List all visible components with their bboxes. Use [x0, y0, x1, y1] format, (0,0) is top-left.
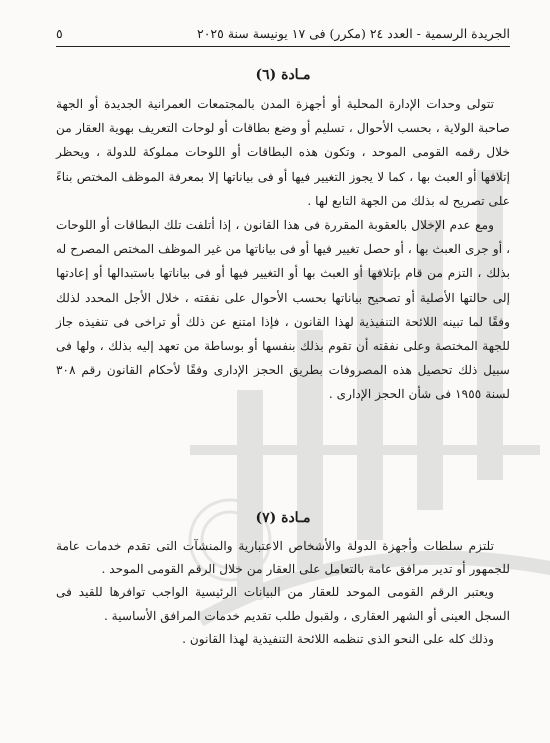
article-7-paragraph-1: تلتزم سلطات وأجهزة الدولة والأشخاص الاعتبارية والمنشآت التى تقدم خدمات عامة للجمهور أو تدير مرافق عامة بالتعامل على العقار من خلال الرقم القومى الموحد .: [56, 539, 510, 577]
header-title: الجريدة الرسمية - العدد ٢٤ (مكرر) فى ١٧ يونيسة سنة ٢٠٢٥: [196, 25, 510, 41]
article-7-paragraph-3: وذلك كله على النحو الذى تنظمه اللائحة التنفيذية لهذا القانون .: [182, 631, 494, 646]
article-7: [56, 507, 510, 651]
page-header: [56, 22, 510, 44]
article-6-paragraph-2: ومع عدم الإخلال بالعقوبة المقررة فى هذا القانون ، إذا أتلفت تلك البطاقات أو اللوحات ، أو جرى العبث بها ، أو حصل تغيير فيها أو فى بياناتها من غير الموظف المختص المصرح له بذلك ، التزم من قام بإتلافها أو العبث بها أو التغيير فيها أو فى بياناتها باستبدالها أو إعادتها إلى حالتها الأصلية أو تصحيح بياناتها بحسب الأحوال على نفقته ، خلال الأجل المحدد لذلك وفقًا لما تبينه اللائحة التنفيذية لهذا القانون ، فإذا امتنع عن ذلك أو تراخى فى تنفيذه جاز للجهة المختصة وعلى نفقته أن تقوم بذلك بنفسها أو بوساطة من تعهد إليه بذلك ، ولها فى سبيل ذلك تحصيل هذه المصروفات بطريق الحجز الإدارى وفقًا لأحكام القانون رقم ٣٠٨ لسنة ١٩٥٥ فى شأن الحجز الإدارى .: [56, 218, 510, 402]
article-7-paragraph-2: ويعتبر الرقم القومى الموحد للعقار من البيانات الرئيسية الواجب توافرها للقيد فى السجل العينى أو الشهر العقارى ، ولقبول طلب تقديم خدمات المرافق الأساسية .: [56, 585, 510, 623]
page-number: ٥: [56, 25, 63, 41]
article-7-title: مـادة (٧): [255, 510, 311, 526]
header-divider: [56, 46, 510, 47]
article-6-paragraph-1: تتولى وحدات الإدارة المحلية أو أجهزة المدن بالمجتمعات العمرانية الجديدة أو الجهة صاحبة الولاية ، بحسب الأحوال ، تسليم أو وضع بطاقات أو لوحات التعريف بهوية العقار من خلال رقمه القومى الموحد ، وتكون هذه البطاقات أو اللوحات مملوكة للدولة ، ويحظر إتلافها أو العبث بها ، كما لا يجوز التغيير فيها أو فى بياناتها إلا بمعرفة الموظف المختص بناءً على تصريح له بذلك من الجهة التابع لها .: [56, 97, 510, 208]
article-6-title: مـادة (٦): [255, 67, 311, 83]
article-6: [56, 64, 510, 407]
